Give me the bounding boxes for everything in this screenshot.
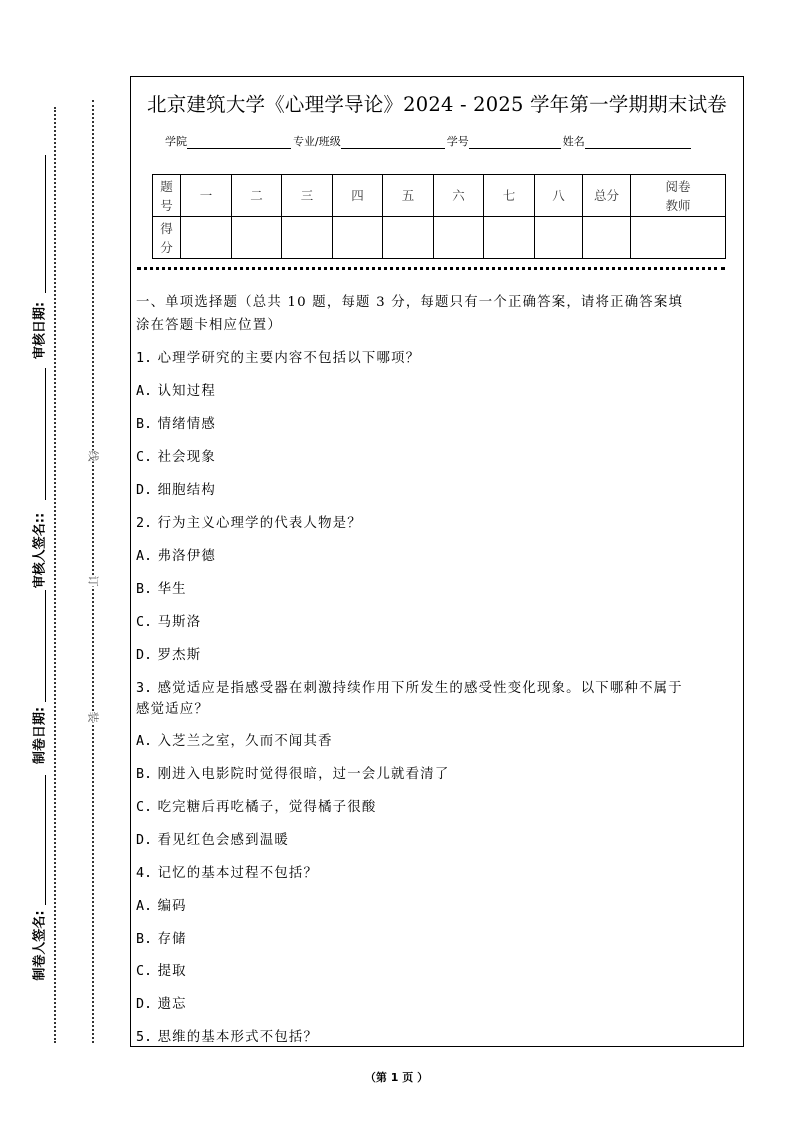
column-header: 六 [434,175,484,217]
grader-header [631,175,726,217]
question-text: 思维的基本形式不包括？ [157,1030,319,1045]
signature-underline [45,590,46,702]
option-label: D. [136,483,153,498]
score-cell[interactable] [535,217,583,259]
option-3b[interactable] [136,763,449,782]
column-header: 四 [333,175,383,217]
name-label: 姓名 [562,135,585,148]
option-label: C. [136,800,153,815]
option-text: 刚进入电影院时觉得很暗，过一会儿就看清了 [157,767,450,782]
option-1c[interactable] [136,446,216,465]
question-number: 5. [136,1030,153,1045]
student-id-field[interactable] [469,136,561,149]
option-2d[interactable] [136,644,201,663]
option-label: D. [136,648,153,663]
page-number: （第 1 页 ） [364,1071,429,1084]
column-header: 三 [282,175,333,217]
option-2b[interactable] [136,578,187,597]
exam-paper-frame [130,76,744,1047]
option-1b[interactable] [136,413,216,432]
binding-mark-ding: 订 [86,575,100,587]
option-4d[interactable] [136,993,187,1012]
binding-mark-xian: 线 [86,450,100,462]
section-title: 一、单项选择题（总共 10 题，每题 3 分，每题只有一个正确答案，请将正确答案填 [136,295,684,310]
header-char: 题 [160,178,173,194]
option-label: B. [136,767,153,782]
option-4a[interactable] [136,895,187,914]
question-1 [136,347,420,366]
option-label: C. [136,450,153,465]
grader-cell[interactable] [631,217,726,259]
option-text: 遗忘 [157,997,187,1012]
question-number: 3. [136,681,153,696]
option-text: 马斯洛 [157,615,202,630]
score-cell[interactable] [232,217,282,259]
option-text: 弗洛伊德 [157,549,216,564]
score-cell[interactable] [333,217,383,259]
question-5 [136,1026,318,1045]
score-cell[interactable] [282,217,333,259]
option-label: A. [136,549,153,564]
column-header: 七 [484,175,535,217]
option-text: 编码 [157,899,187,914]
student-info-row [165,133,693,149]
question-text: 行为主义心理学的代表人物是？ [157,516,362,531]
header-char: 号 [160,197,173,213]
option-text: 存储 [157,932,187,947]
option-2a[interactable] [136,545,216,564]
option-1a[interactable] [136,380,216,399]
option-label: B. [136,582,153,597]
question-number: 4. [136,866,153,881]
option-label: A. [136,734,153,749]
option-1d[interactable] [136,479,216,498]
option-text: 提取 [157,964,187,979]
option-label: C. [136,964,153,979]
score-table-score-row [153,217,726,259]
signature-underline [45,775,46,905]
binding-mark-zhuang: 装 [86,711,100,723]
signature-underline [45,368,46,500]
question-2 [136,512,362,531]
paper-date-label: 制卷日期: [32,706,48,765]
option-label: A. [136,384,153,399]
option-text: 情绪情感 [157,417,216,432]
section-title-cont: 涂在答题卡相应位置） [136,318,282,333]
total-score-header: 总分 [583,175,631,217]
outer-dotted-cut-line [92,100,94,1043]
score-cell[interactable] [484,217,535,259]
option-text: 吃完糖后再吃橘子，觉得橘子很酸 [157,800,377,815]
column-header: 一 [181,175,232,217]
option-label: D. [136,997,153,1012]
column-header: 八 [535,175,583,217]
score-cell[interactable] [383,217,434,259]
student-id-label: 学号 [446,135,469,148]
question-3-cont: 感觉适应？ [136,702,209,717]
score-cell[interactable] [181,217,232,259]
option-label: D. [136,833,153,848]
option-label: B. [136,932,153,947]
question-4 [136,862,318,881]
college-label: 学院 [165,135,187,148]
option-2c[interactable] [136,611,201,630]
review-date-label: 审核日期: [32,301,48,360]
column-header: 五 [383,175,434,217]
option-3c[interactable] [136,796,376,815]
dotted-separator [137,267,725,270]
option-label: B. [136,417,153,432]
header-text: 阅卷 [665,178,691,194]
question-number: 2. [136,516,153,531]
score-cell[interactable] [434,217,484,259]
option-text: 入芝兰之室，久而不闻其香 [157,734,333,749]
option-label: C. [136,615,153,630]
inner-dotted-line [54,107,56,1043]
question-text: 记忆的基本过程不包括？ [157,866,319,881]
column-header: 二 [232,175,282,217]
major-class-label: 专业/班级 [293,135,341,148]
question-number: 1. [136,351,153,366]
option-text: 认知过程 [157,384,216,399]
score-table [152,174,726,259]
header-char: 分 [160,239,173,255]
option-text: 罗杰斯 [157,648,202,663]
paper-author-signature-label: 制卷人签名: [32,910,48,981]
major-class-field[interactable] [341,136,445,149]
question-text: 感觉适应是指感受器在刺激持续作用下所发生的感受性变化现象。以下哪种不属于 [157,681,683,696]
option-4c[interactable] [136,960,187,979]
option-text: 看见红色会感到温暖 [157,833,289,848]
question-text: 心理学研究的主要内容不包括以下哪项？ [157,351,421,366]
option-3a[interactable] [136,730,333,749]
name-field[interactable] [585,136,691,149]
total-score-cell[interactable] [583,217,631,259]
option-text: 细胞结构 [157,483,216,498]
reviewer-signature-label: 审核人签名:: [32,512,48,589]
score-table-header-row [153,175,726,217]
header-text: 教师 [665,197,691,213]
signature-underline [45,155,46,293]
exam-title: 北京建筑大学《心理学导论》2024 - 2025 学年第一学期期末试卷 [147,93,727,116]
option-3d[interactable] [136,829,289,848]
option-text: 华生 [157,582,187,597]
score-header [153,217,181,259]
option-4b[interactable] [136,928,187,947]
question-3 [136,677,683,696]
college-field[interactable] [187,136,291,149]
option-label: A. [136,899,153,914]
header-char: 得 [160,220,173,236]
question-number-header [153,175,181,217]
option-text: 社会现象 [157,450,216,465]
